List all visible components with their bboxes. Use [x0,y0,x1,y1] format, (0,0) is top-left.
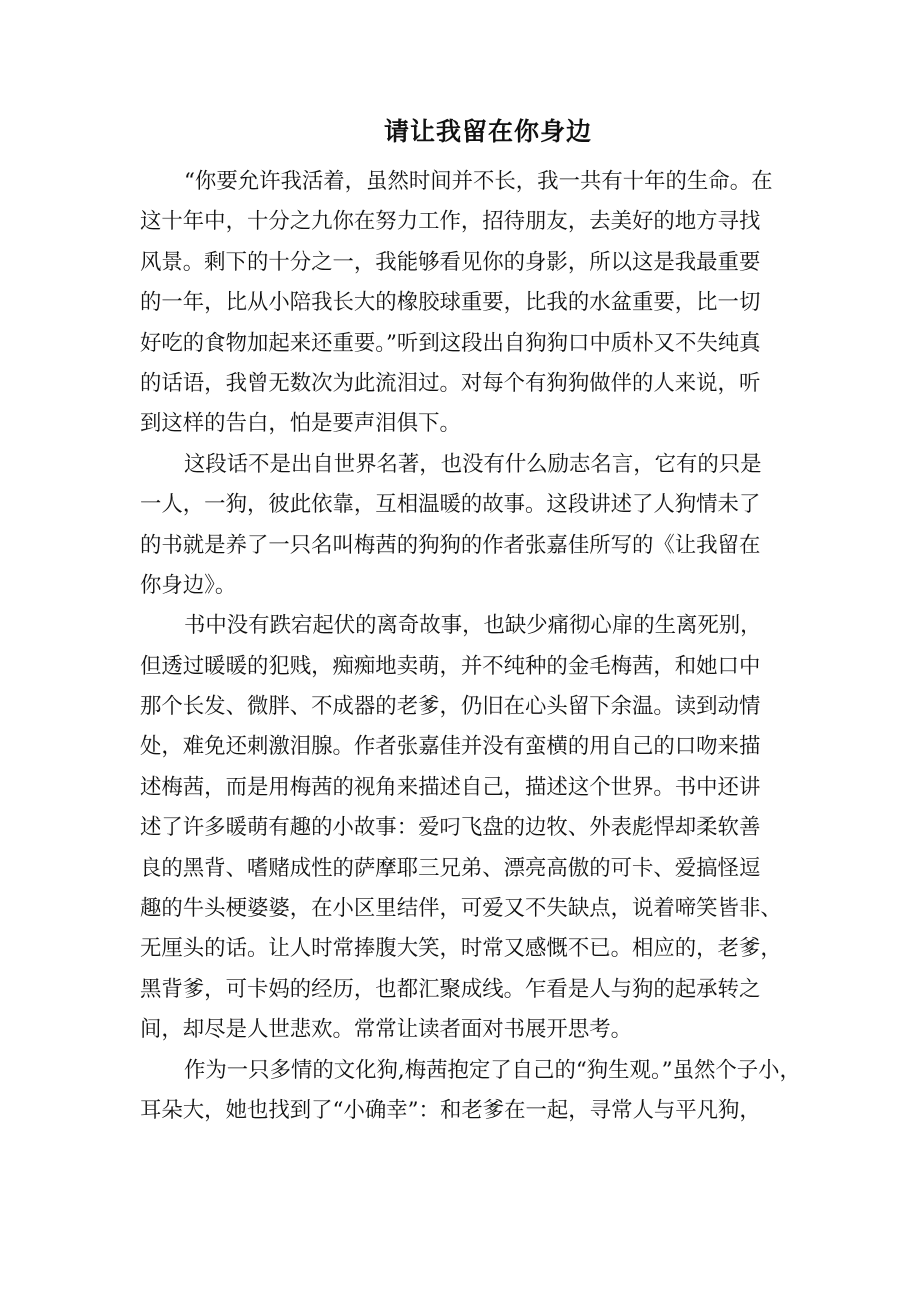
paragraph-line: 的话语，我曾无数次为此流泪过。对每个有狗狗做伴的人来说，听 [140,370,761,396]
document-title: 请让我留在你身边 [383,117,592,146]
paragraph [140,162,800,445]
paragraph-line: 间，却尽是人世悲欢。常常让读者面对书展开思考。 [140,1017,632,1043]
paragraph-line: 耳朵大，她也找到了“小确幸”：和老爹在一起，寻常人与平凡狗， [140,1097,761,1123]
paragraph-line: 黑背爹，可卡妈的经历，也都汇聚成线。乍看是人与狗的起承转之 [140,976,761,1002]
paragraph [140,606,800,1050]
paragraph-line: 那个长发、微胖、不成器的老爹，仍旧在心头留下余温。读到动情 [140,694,761,720]
paragraph-line: 处，难免还刺激泪腺。作者张嘉佳并没有蛮横的用自己的口吻来描 [140,734,761,760]
document-body [140,162,800,1131]
paragraph-line: 述了许多暖萌有趣的小故事：爱叼飞盘的边牧、外表彪悍却柔软善 [140,815,761,841]
paragraph-line: 这十年中，十分之九你在努力工作，招待朋友，去美好的地方寻找 [140,209,761,235]
paragraph-line: 无厘头的话。让人时常捧腹大笑，时常又感慨不已。相应的，老爹， [140,936,782,962]
paragraph-line: “你要允许我活着，虽然时间并不长，我一共有十年的生命。在 [184,169,773,194]
paragraph-line: 作为一只多情的文化狗,梅茜抱定了自己的“狗生观。”虽然个子小， [184,1057,801,1083]
paragraph-line: 的一年，比从小陪我长大的橡胶球重要，比我的水盆重要，比一切 [140,290,761,316]
paragraph-line: 的书就是养了一只名叫梅茜的狗狗的作者张嘉佳所写的《让我留在 [140,532,761,558]
paragraph-line: 一人，一狗，彼此依靠，互相温暖的故事。这段讲述了人狗情未了 [140,492,761,518]
paragraph-line: 风景。剩下的十分之一，我能够看见你的身影，所以这是我最重要 [140,249,761,275]
paragraph-line: 这段话不是出自世界名著，也没有什么励志名言，它有的只是 [184,451,762,477]
paragraph [140,1051,800,1132]
paragraph [140,445,800,607]
paragraph-line: 趣的牛头梗婆婆，在小区里结伴，可爱又不失缺点，说着啼笑皆非、 [140,896,782,922]
paragraph-line: 你身边》。 [140,572,237,598]
paragraph-line: 书中没有跌宕起伏的离奇故事，也缺少痛彻心扉的生离死别， [184,613,762,639]
paragraph-line: 良的黑背、嗜赌成性的萨摩耶三兄弟、漂亮高傲的可卡、爱搞怪逗 [140,855,761,881]
paragraph-line: 好吃的食物加起来还重要。”听到这段出自狗狗口中质朴又不失纯真 [140,330,761,356]
paragraph-line: 述梅茜，而是用梅茜的视角来描述自己，描述这个世界。书中还讲 [140,774,761,800]
paragraph-line: 但透过暖暖的犯贱，痴痴地卖萌，并不纯种的金毛梅茜，和她口中 [140,653,761,679]
paragraph-line: 到这样的告白，怕是要声泪俱下。 [140,411,461,437]
